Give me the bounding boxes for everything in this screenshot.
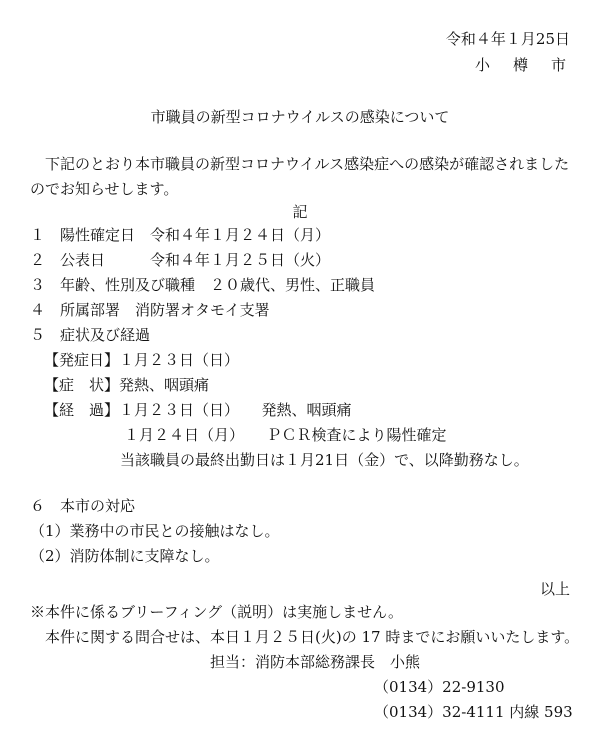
item-number: １ bbox=[30, 226, 46, 244]
item-value: ２０歳代、男性、正職員 bbox=[195, 276, 376, 294]
contact-person: 担当：消防本部総務課長 小熊 bbox=[210, 653, 421, 671]
course-line-3: 当該職員の最終出勤日は１月21日（金）で、以降勤務なし。 bbox=[120, 451, 529, 469]
item-label: 年齢、性別及び職種 bbox=[60, 276, 196, 294]
closing-mark: 以上 bbox=[539, 580, 570, 598]
item-number: ２ bbox=[30, 251, 46, 269]
item-label: 症状及び経過 bbox=[60, 326, 151, 344]
item-number: ３ bbox=[30, 276, 46, 294]
item-value: 令和４年１月２５日（火） bbox=[105, 251, 331, 269]
item-number: ４ bbox=[30, 301, 46, 319]
symptom-detail: 【症 状】発熱、咽頭痛 bbox=[44, 376, 210, 394]
response-heading: ６ 本市の対応 bbox=[30, 497, 136, 515]
item-number: ５ bbox=[30, 326, 46, 344]
contact-phone-1: （0134）22-9130 bbox=[374, 678, 505, 696]
issuer: 小 樽 市 bbox=[474, 56, 570, 74]
item-2 bbox=[30, 253, 330, 268]
item-value: 消防署オタモイ支署 bbox=[120, 301, 270, 319]
inquiry-note: 本件に関する問合せは、本日１月２５日(火)の 17 時までにお願いいたします。 bbox=[30, 628, 580, 646]
ki-heading: 記 bbox=[292, 203, 308, 221]
response-line-1: （1）業務中の市民との接触はなし。 bbox=[30, 522, 280, 540]
item-label: 所属部署 bbox=[60, 301, 121, 319]
intro-line-1: 下記のとおり本市職員の新型コロナウイルス感染症への感染が確認されました bbox=[30, 155, 570, 173]
course-line-1: 【経 過】１月２３日（日） 発熱、咽頭痛 bbox=[44, 401, 352, 419]
item-3 bbox=[30, 278, 375, 293]
document-date: 令和４年１月25日 bbox=[445, 30, 570, 48]
briefing-note: ※本件に係るブリーフィング（説明）は実施しません。 bbox=[30, 603, 404, 621]
item-value: 令和４年１月２４日（月） bbox=[135, 226, 331, 244]
contact-phone-2: （0134）32-4111 内線 593 bbox=[374, 703, 573, 721]
course-line-2: １月２４日（月） ＰＣＲ検査により陽性確定 bbox=[124, 426, 447, 444]
response-line-2: （2）消防体制に支障なし。 bbox=[30, 547, 220, 565]
item-label: 公表日 bbox=[60, 251, 106, 269]
item-1 bbox=[30, 228, 330, 243]
document-title: 市職員の新型コロナウイルスの感染について bbox=[150, 108, 450, 126]
symptom-onset: 【発症日】１月２３日（日） bbox=[44, 351, 240, 369]
item-label: 陽性確定日 bbox=[60, 226, 136, 244]
item-5 bbox=[30, 328, 150, 343]
item-4 bbox=[30, 303, 270, 318]
intro-line-2: のでお知らせします。 bbox=[30, 180, 179, 198]
